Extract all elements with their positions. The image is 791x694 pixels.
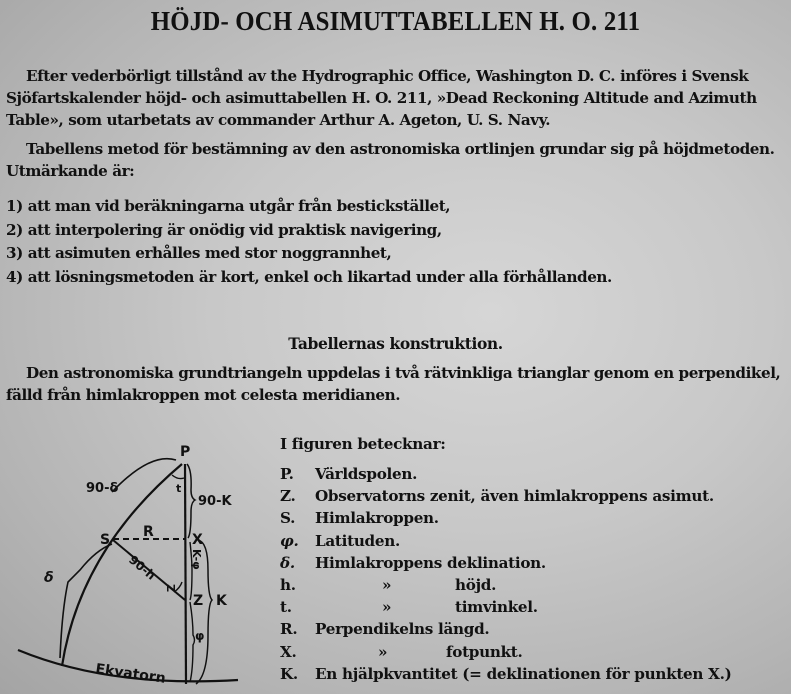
legend-text: höjd. [455, 575, 497, 594]
figure-legend [280, 433, 780, 687]
legend-text: En hjälpkvantitet (= deklinationen för punkten X.) [315, 664, 732, 683]
legend-symbol: δ. [280, 553, 295, 572]
legend-item [280, 598, 780, 620]
legend-symbol: P. [280, 465, 294, 483]
legend-text: fotpunkt. [446, 642, 523, 661]
list-item: 1) att man vid beräkningarna utgår från bestickstället, [6, 197, 451, 215]
legend-text: Världspolen. [315, 465, 418, 483]
legend-item [280, 487, 780, 509]
label-equator: Ekvatorn [94, 661, 167, 687]
label-S: S [100, 532, 111, 548]
legend-symbol: K. [280, 664, 298, 683]
section-paragraph: Den astronomiska grundtriangeln uppdelas i två rätvinkliga trianglar genom en perpendikel, fälld från himlakroppen mot celesta meridianen. [6, 364, 781, 404]
meridian-line [185, 464, 186, 684]
label-Z-angle: Z [164, 584, 177, 592]
label-X: X [192, 532, 203, 548]
legend-symbol: h. [280, 575, 296, 594]
label-90-minus-h: 90-h [126, 552, 159, 583]
label-phi: φ [195, 629, 205, 643]
intro-paragraph-2: Tabellens metod för bestämning av den astronomiska ortlinjen grundar sig på höjdmetoden. Utmärkande är: [6, 140, 775, 180]
legend-item [280, 665, 780, 687]
hour-circle-arc [62, 464, 182, 666]
legend-text: Perpendikelns längd. [315, 620, 490, 639]
label-K: K [216, 593, 227, 609]
legend-item [280, 509, 780, 531]
legend-symbol: t. [280, 598, 292, 617]
list-item: 2) att interpolering är onödig vid praktisk navigering, [6, 220, 442, 239]
label-R: R [143, 524, 154, 540]
legend-text: Observatorns zenit, även himlakroppens asimut. [315, 487, 714, 506]
list-item: 4) att lösningsmetoden är kort, enkel och likartad under alla förhållanden. [6, 267, 612, 286]
legend-item [280, 576, 780, 598]
legend-text: Himlakroppen. [315, 509, 439, 528]
legend-text: timvinkel. [455, 598, 538, 617]
legend-symbol: X. [280, 642, 297, 661]
astronomical-triangle-figure [0, 430, 280, 694]
legend-heading: I figuren betecknar: [280, 435, 446, 453]
page-title: HÖJD- OCH ASIMUTTABELLEN H. O. 211 [150, 6, 641, 36]
label-90-minus-K: 90-K [198, 494, 232, 509]
list-item: 3) att asimuten erhålles med stor noggrannhet, [6, 244, 392, 262]
ditto-mark: » [382, 575, 392, 594]
ditto-mark: » [382, 598, 392, 617]
label-90-minus-delta: 90-δ [86, 481, 119, 496]
legend-item [280, 643, 780, 665]
label-delta: δ [44, 570, 54, 586]
legend-item [280, 465, 780, 487]
label-K-minus-phi: K-φ [190, 549, 203, 570]
legend-symbol: R. [280, 620, 298, 639]
feature-list [6, 195, 781, 289]
legend-symbol: φ. [280, 531, 299, 550]
legend-item [280, 532, 780, 554]
label-t: t [176, 482, 182, 495]
legend-symbol: S. [280, 509, 296, 528]
legend-text: Latituden. [315, 531, 400, 550]
legend-item [280, 554, 780, 576]
legend-symbol: Z. [280, 487, 296, 506]
ditto-mark: » [378, 642, 388, 661]
intro-paragraph-1: Efter vederbörligt tillstånd av the Hydrographic Office, Washington D. C. införes i Svensk Sjöfartskalender höjd- och asimuttabellen H. O. 211, »Dead Reckoning Altitude and Azimuth Table», som utarbetats av commander Arthur A. Ageton, U. S. Navy. [6, 67, 757, 129]
label-Z-point: Z [193, 593, 204, 609]
section-heading: Tabellernas konstruktion. [288, 334, 503, 353]
legend-item [280, 620, 780, 642]
legend-text: Himlakroppens deklination. [315, 553, 546, 572]
label-P: P [180, 444, 191, 460]
